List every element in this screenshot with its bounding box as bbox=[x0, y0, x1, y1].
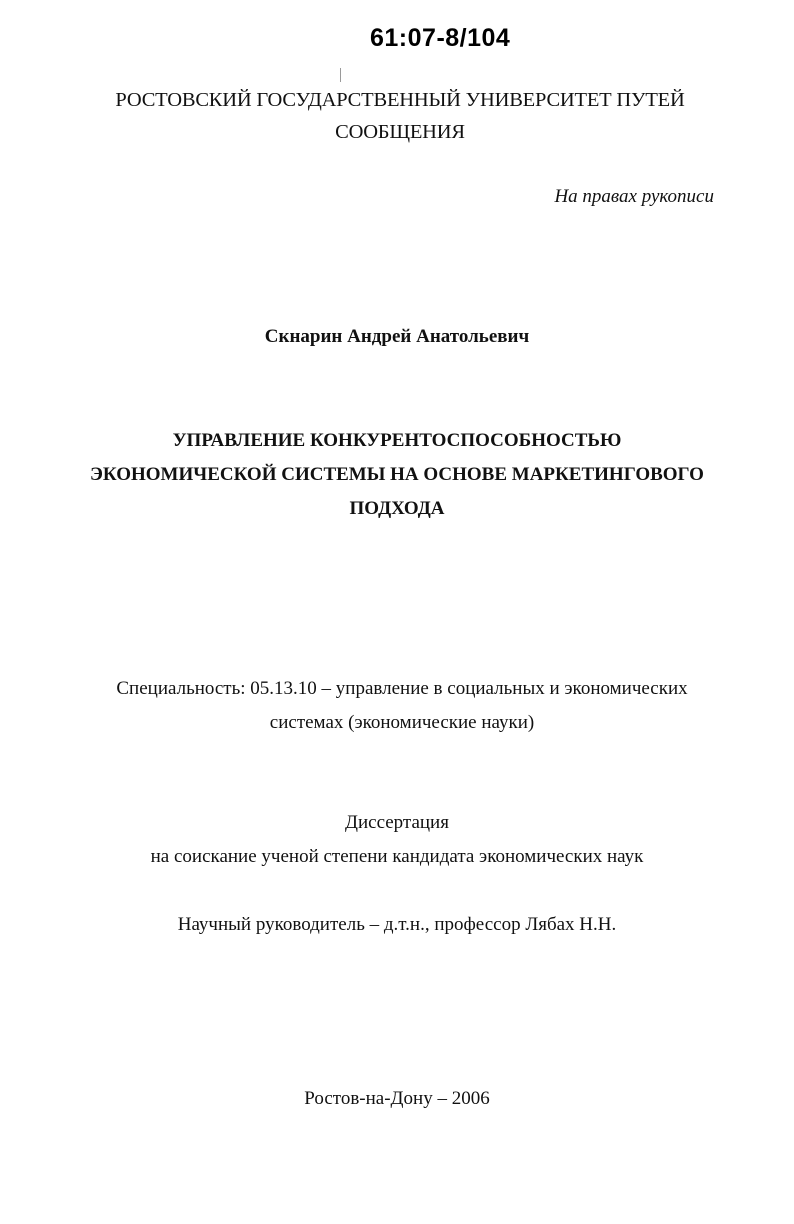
specialty-line-1: Специальность: 05.13.10 – управление в социальных и экономических bbox=[116, 678, 688, 699]
dissertation-label: Диссертация bbox=[345, 812, 449, 833]
catalog-code: 61:07-8/104 bbox=[370, 24, 511, 52]
scientific-supervisor: Научный руководитель – д.т.н., профессор Лябах Н.Н. bbox=[177, 914, 617, 935]
dissertation-title-line-1: УПРАВЛЕНИЕ КОНКУРЕНТОСПОСОБНОСТЬЮ bbox=[172, 430, 622, 451]
author-name: Скнарин Андрей Анатольевич bbox=[264, 326, 530, 347]
manuscript-note: На правах рукописи bbox=[554, 186, 714, 207]
specialty-line-2: системах (экономические науки) bbox=[269, 712, 535, 733]
university-name-line-2: СООБЩЕНИЯ bbox=[335, 121, 465, 143]
place-and-year: Ростов-на-Дону – 2006 bbox=[304, 1088, 490, 1109]
scan-mark bbox=[340, 68, 341, 82]
university-name bbox=[100, 84, 700, 148]
dissertation-title-line-3: ПОДХОДА bbox=[349, 498, 445, 519]
specialty bbox=[80, 672, 724, 740]
dissertation-purpose: на соискание ученой степени кандидата экономических наук bbox=[150, 846, 644, 867]
university-name-line-1: РОСТОВСКИЙ ГОСУДАРСТВЕННЫЙ УНИВЕРСИТЕТ ПУТЕЙ bbox=[115, 89, 685, 111]
dissertation-title-line-2: ЭКОНОМИЧЕСКОЙ СИСТЕМЫ НА ОСНОВЕ МАРКЕТИНГОВОГО bbox=[90, 464, 704, 485]
dissertation-title bbox=[80, 424, 714, 526]
